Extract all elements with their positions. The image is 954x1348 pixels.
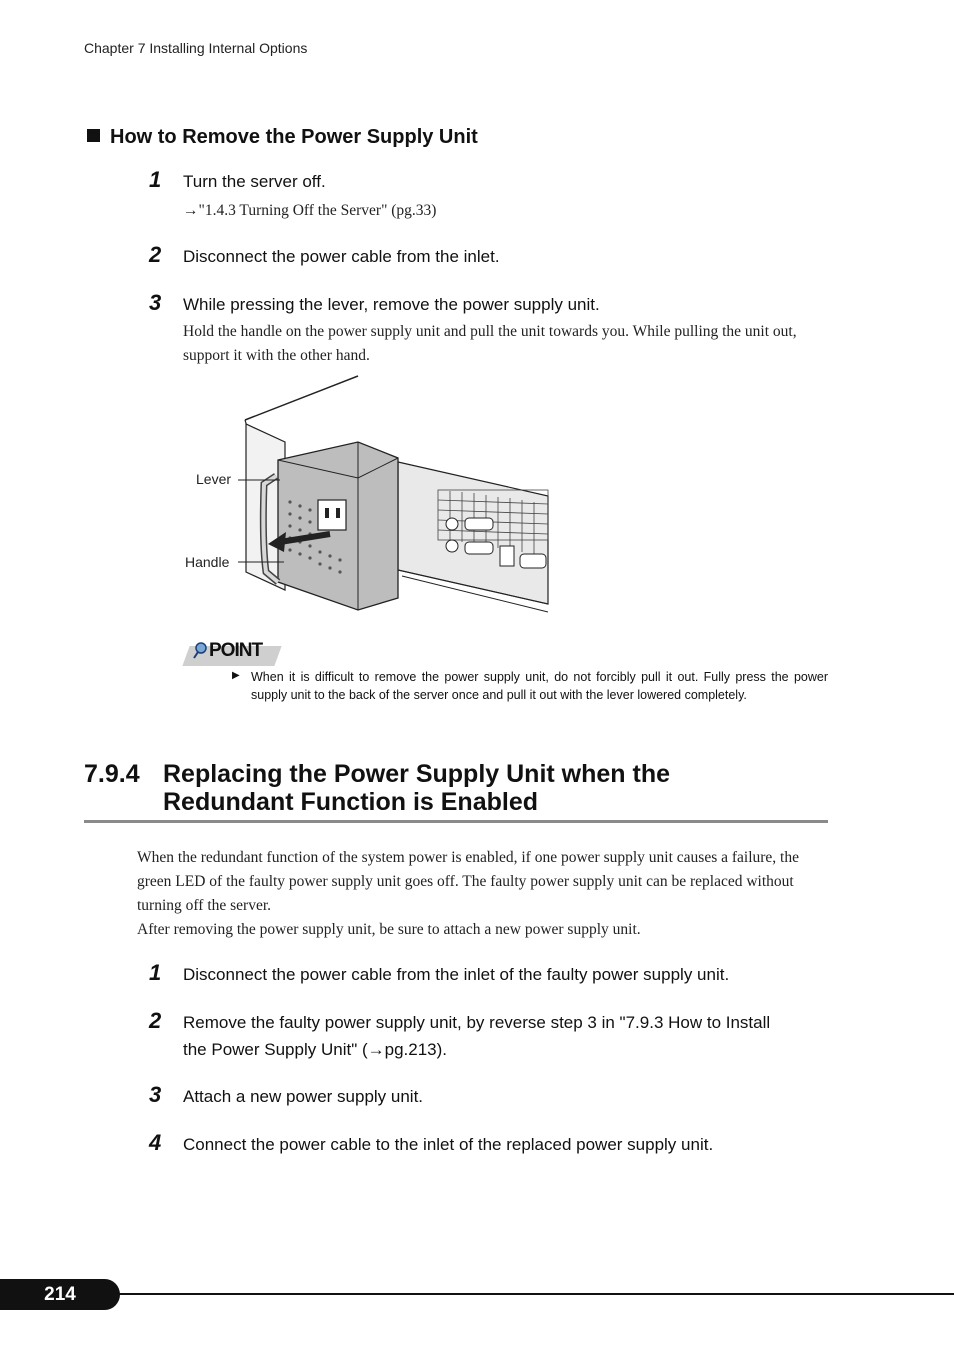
point-badge (186, 640, 278, 668)
step-number: 3 (149, 1082, 162, 1107)
magnifier-icon (192, 641, 210, 659)
step-text: Disconnect the power cable from the inlet of the faulty power supply unit. (183, 965, 730, 984)
step-text: While pressing the lever, remove the power supply unit. (183, 295, 600, 314)
point-badge-label: POINT (209, 640, 263, 661)
triangle-bullet-icon: ▶ (232, 670, 240, 681)
paragraph-2: After removing the power supply unit, be sure to attach a new power supply unit. (137, 921, 641, 938)
subsection-title-line2: Redundant Function is Enabled (163, 788, 538, 816)
step-text: Connect the power cable to the inlet of the replaced power supply unit. (183, 1135, 714, 1154)
square-bullet-icon (87, 129, 100, 142)
section-heading (87, 126, 478, 149)
heading-rule (84, 820, 828, 823)
step-text: Attach a new power supply unit. (183, 1087, 424, 1106)
step-number: 2 (149, 242, 162, 267)
step-number: 1 (149, 960, 162, 985)
figure-label-handle: Handle (185, 554, 230, 570)
step-number: 1 (149, 167, 162, 192)
step-number: 2 (149, 1008, 162, 1033)
subsection-title-line1: Replacing the Power Supply Unit when the (163, 760, 670, 788)
paragraph-1: When the redundant function of the system power is enabled, if one power supply unit causes a failure, the green LED of the faulty power supply unit goes off. The faulty power supply unit can be replaced without turning off the server. (137, 849, 799, 914)
body-paragraph (137, 846, 837, 942)
step-number: 4 (149, 1130, 162, 1155)
page-number: 214 (0, 1279, 120, 1310)
step-text-line1: Remove the faulty power supply unit, by reverse step 3 in "7.9.3 How to Install (183, 1013, 771, 1032)
step-text: Disconnect the power cable from the inlet. (183, 247, 500, 266)
step-text: Turn the server off. (183, 172, 326, 191)
step-text-line2: the Power Supply Unit" (→pg.213). (183, 1040, 447, 1059)
section-title: How to Remove the Power Supply Unit (110, 126, 478, 148)
cross-reference: →"1.4.3 Turning Off the Server" (pg.33) (183, 202, 437, 219)
step-number: 3 (149, 290, 162, 315)
running-head: Chapter 7 Installing Internal Options (84, 40, 308, 56)
figure-label-lever: Lever (196, 471, 232, 487)
step-detail: Hold the handle on the power supply unit and pull the unit towards you. While pulling the unit out, support it with the other hand. (183, 323, 797, 364)
footer-rule (100, 1293, 954, 1295)
point-note: When it is difficult to remove the power supply unit, do not forcibly pull it out. Fully press the power supply unit to the back of the server once and pull it out with the lever lowered completely. (251, 670, 828, 702)
subsection-number: 7.9.4 (84, 760, 140, 788)
power-supply-illustration (180, 372, 560, 622)
